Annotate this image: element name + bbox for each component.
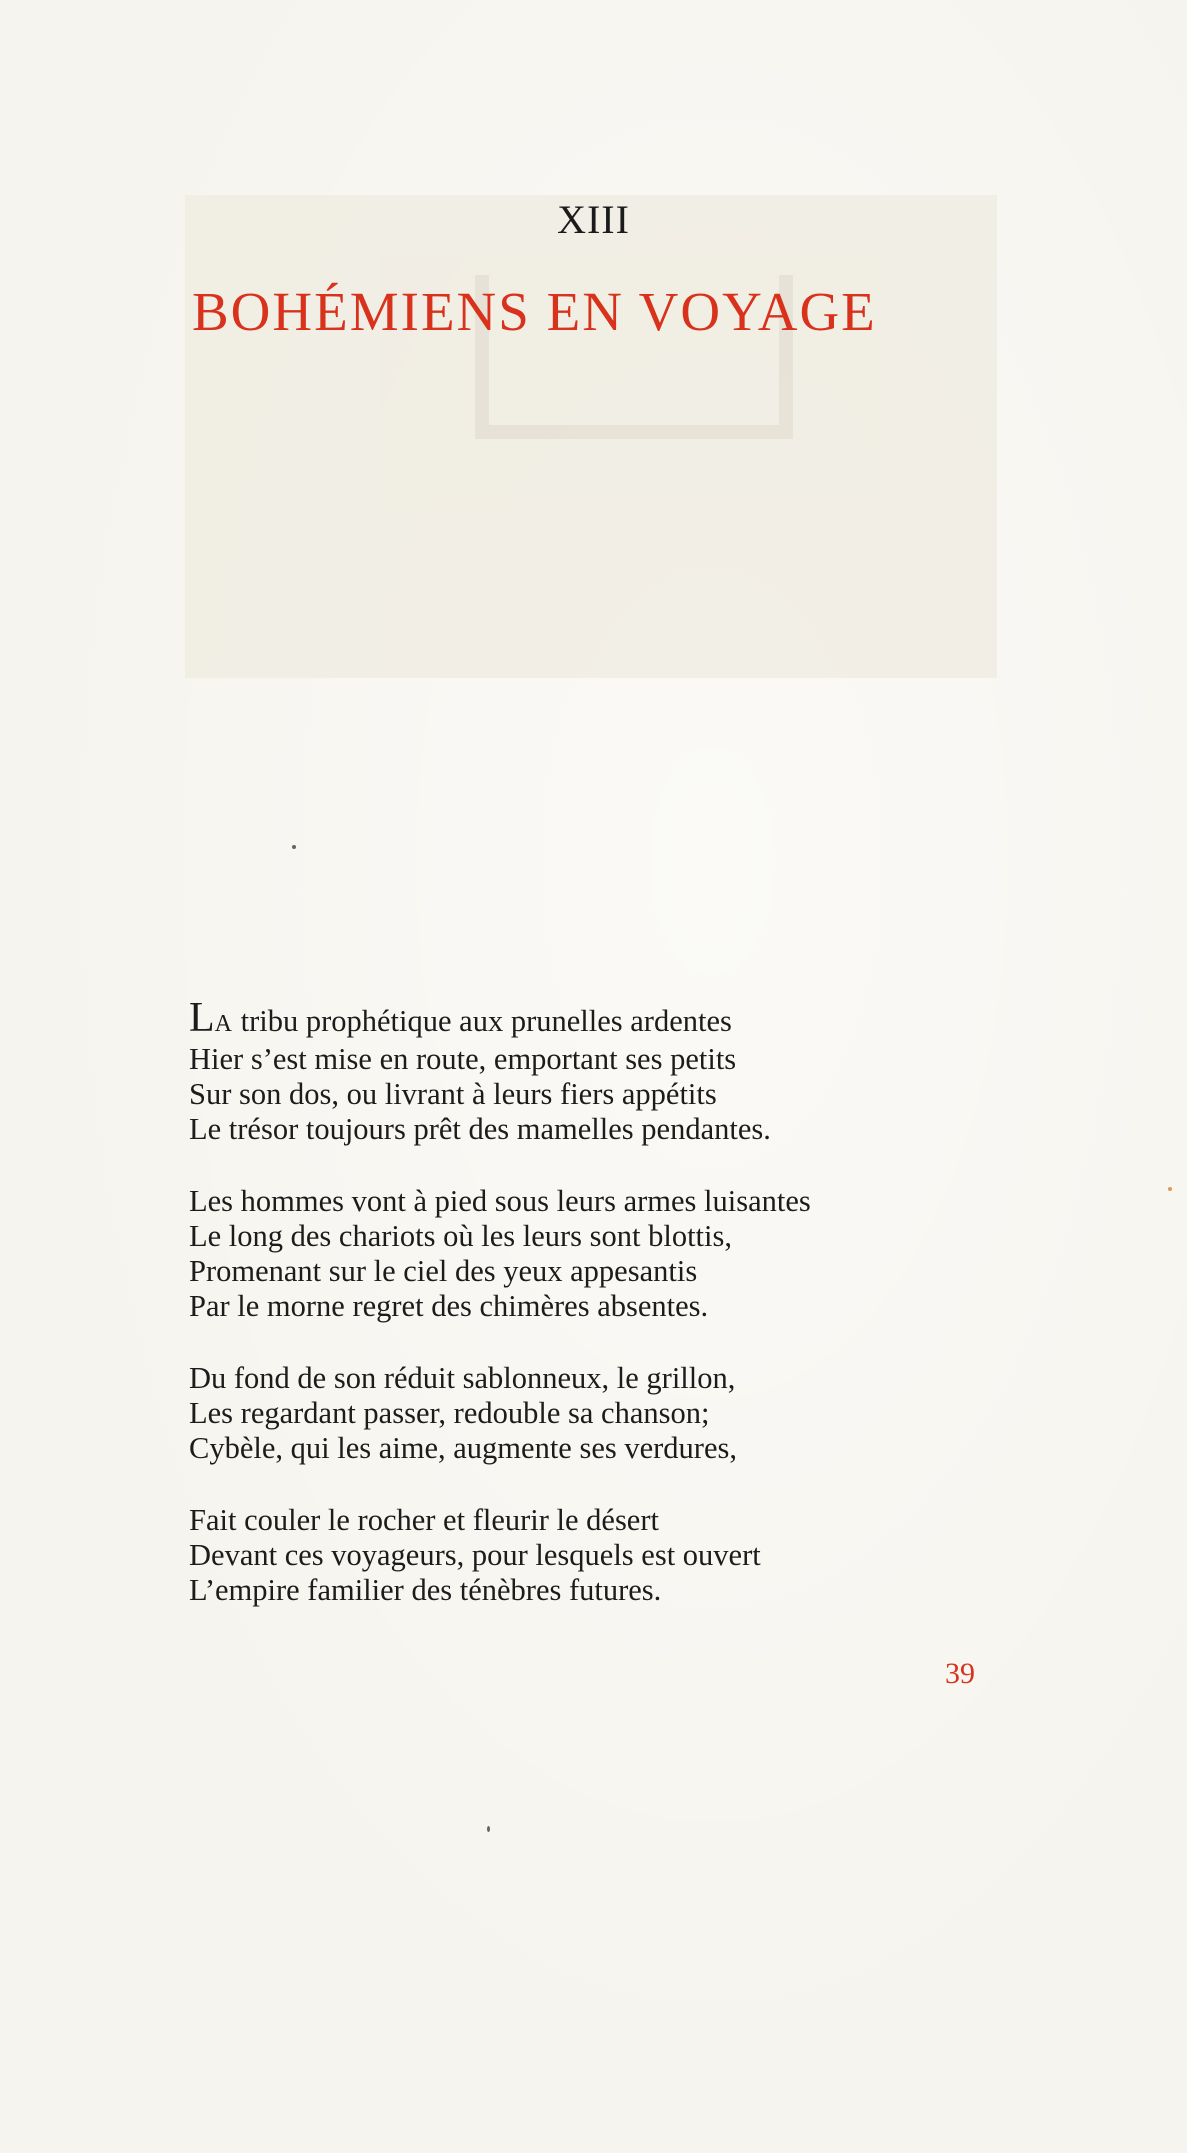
chapter-title: BOHÉMIENS EN VOYAGE [192, 281, 877, 342]
stanza-2 [189, 1184, 989, 1324]
poem-line-text: tribu prophétique aux prunelles ardentes [233, 1004, 732, 1038]
poem-line: Hier s’est mise en route, emportant ses petits [189, 1042, 737, 1076]
poem-line: Promenant sur le ciel des yeux appesantis [189, 1254, 698, 1288]
poem-line: Les hommes vont à pied sous leurs armes luisantes [189, 1184, 811, 1218]
poem-line: L’empire familier des ténèbres futures. [189, 1573, 662, 1607]
stanza-1 [189, 995, 989, 1147]
paper-speck [487, 1826, 490, 1832]
small-cap: A [214, 1011, 233, 1037]
poem-line: Devant ces voyageurs, pour lesquels est ouvert [189, 1538, 761, 1572]
paper-show-through [185, 195, 997, 678]
poem-line: Du fond de son réduit sablonneux, le grillon, [189, 1361, 736, 1395]
poem-line: Sur son dos, ou livrant à leurs fiers appétits [189, 1077, 717, 1111]
page-number: 39 [945, 1657, 975, 1690]
poem-line: Le long des chariots où les leurs sont blottis, [189, 1219, 732, 1253]
poem-line: Cybèle, qui les aime, augmente ses verdures, [189, 1431, 737, 1465]
paper-speck [292, 845, 296, 849]
stanza-4 [189, 1503, 989, 1608]
poem-line [189, 995, 989, 1042]
poem-line: Les regardant passer, redouble sa chanson; [189, 1396, 710, 1430]
poem-line: Fait couler le rocher et fleurir le désert [189, 1503, 659, 1537]
poem-line: Le trésor toujours prêt des mamelles pendantes. [189, 1112, 771, 1146]
stanza-3 [189, 1361, 989, 1466]
poem-line: Par le morne regret des chimères absentes. [189, 1289, 709, 1323]
drop-cap: L [189, 995, 215, 1041]
chapter-number: XIII [557, 197, 630, 242]
poem [189, 995, 989, 1645]
paper-speck [1168, 1187, 1172, 1191]
